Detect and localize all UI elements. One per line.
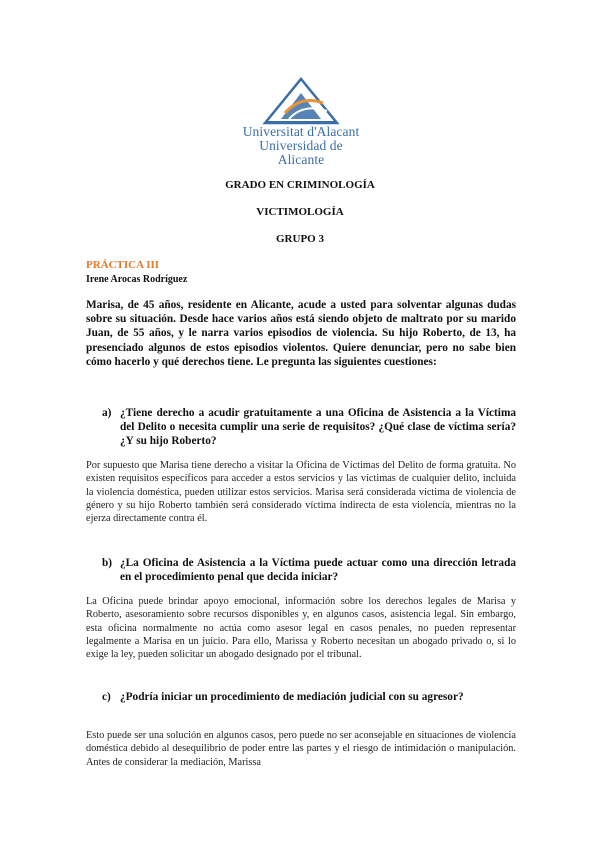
question-b xyxy=(102,556,516,584)
university-emblem-icon xyxy=(261,73,341,125)
university-name-es: Universidad de Alicante xyxy=(259,138,343,167)
question-label: c) xyxy=(102,691,111,703)
question-text: ¿Podría iniciar un procedimiento de mediación judicial con su agresor? xyxy=(120,691,464,703)
answer-a: Por supuesto que Marisa tiene derecho a visitar la Oficina de Víctimas del Delito de forma gratuita. No existen requisitos específicos para acceder a estos servicios y las víctimas de cualquier delito, incluida la violencia doméstica, pueden utilizar estos servicios. Marisa será considerada víctima de violencia de género y su hijo Roberto también será considerado víctima indirecta de esta violencia, mientras no la ejerza directamente contra él. xyxy=(86,460,516,525)
author-name: Irene Arocas Rodríguez xyxy=(86,274,188,285)
group-title: GRUPO 3 xyxy=(276,233,324,245)
practice-title: PRÁCTICA III xyxy=(86,259,160,271)
question-text: ¿La Oficina de Asistencia a la Víctima puede actuar como una dirección letrada en el procedimiento penal que decida iniciar? xyxy=(120,557,516,584)
subject-title: VICTIMOLOGÍA xyxy=(256,206,344,218)
case-statement: Marisa, de 45 años, residente en Alicante, acude a usted para solventar algunas dudas sobre su situación. Desde hace varios años está siendo objeto de maltrato por su marido Juan, de 55 años, y le narra varios episodios de violencia. Su hijo Roberto, de 13, ha presenciado algunos de estos episodios violentos. Quiere denunciar, pero no sabe bien cómo hacerlo y qué derechos tiene. Le pregunta las siguientes cuestiones: xyxy=(86,299,516,368)
question-label: a) xyxy=(102,407,112,419)
university-logo xyxy=(242,73,360,167)
question-a xyxy=(102,406,516,449)
answer-b: La Oficina puede brindar apoyo emocional, información sobre los derechos legales de Marisa y Roberto, asesoramiento sobre recursos disponibles y, en algunos casos, asistencia legal. Sin embargo, esta oficina normalmente no actúa como asesor legal en casos penales, no pueden representar legalmente a Marisa en un juicio. Para ello, Marissa y Roberto necesitan un abogado privado o, si lo exige la ley, pueden solicitar un abogado designado por el tribunal. xyxy=(86,596,516,661)
question-c xyxy=(102,690,516,704)
question-label: b) xyxy=(102,557,113,569)
university-name-ca: Universitat d'Alacant xyxy=(242,124,360,139)
question-text: ¿Tiene derecho a acudir gratuitamente a una Oficina de Asistencia a la Víctima del Delito o necesita cumplir una serie de requisitos? ¿Qué clase de víctima sería? ¿Y su hijo Roberto? xyxy=(120,407,516,448)
answer-c: Esto puede ser una solución en algunos casos, pero puede no ser aconsejable en situaciones de violencia doméstica debido al desequilibrio de poder entre las partes y el riesgo de intimidación o manipulación. Antes de considerar la mediación, Marissa xyxy=(86,730,516,768)
degree-title: GRADO EN CRIMINOLOGÍA xyxy=(225,179,375,191)
